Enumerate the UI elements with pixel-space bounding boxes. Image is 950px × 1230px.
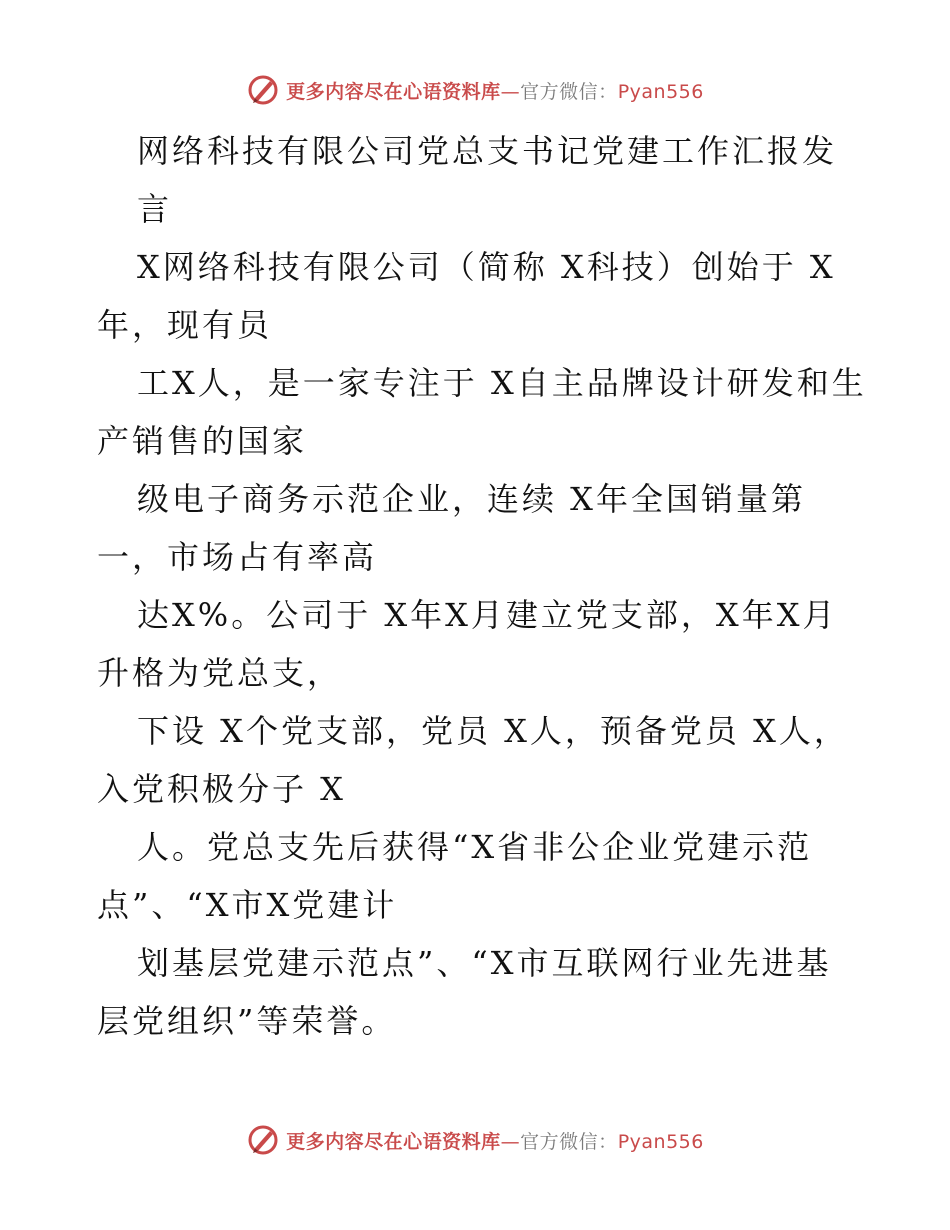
document-title-line-2: 言 xyxy=(137,190,173,228)
paragraph-line: 升格为党总支， xyxy=(97,654,343,692)
paragraph-line: 划基层党建示范点”、“X市互联网行业先进基 xyxy=(137,944,832,982)
paragraph-line: 工X人，是一家专注于 X自主品牌设计研发和生 xyxy=(137,364,867,402)
watermark-brand: 更多内容尽在心语资料库 xyxy=(286,1130,501,1153)
paragraph-line: X网络科技有限公司（简称 X科技）创始于 X xyxy=(137,248,836,286)
watermark-text xyxy=(286,77,704,104)
document-body xyxy=(97,122,867,1050)
paragraph-line: 人。党总支先后获得“X省非公企业党建示范 xyxy=(137,828,813,866)
pen-logo-icon xyxy=(246,1123,280,1157)
watermark-dash: — xyxy=(500,80,521,103)
paragraph-line: 下设 X个党支部，党员 X人，预备党员 X人， xyxy=(137,712,849,750)
watermark-dash: — xyxy=(500,1130,521,1153)
watermark-wechat-id: Pyan556 xyxy=(617,1130,704,1153)
paragraph-line: 入党积极分子 X xyxy=(97,770,346,808)
watermark-brand: 更多内容尽在心语资料库 xyxy=(286,80,501,103)
paragraph-line: 点”、“X市X党建计 xyxy=(97,886,398,924)
paragraph-line: 产销售的国家 xyxy=(97,422,308,460)
watermark-label: 官方微信： xyxy=(520,1130,618,1153)
document-title-line-1: 网络科技有限公司党总支书记党建工作汇报发 xyxy=(137,132,838,170)
watermark-label: 官方微信： xyxy=(520,80,618,103)
paragraph-line: 级电子商务示范企业，连续 X年全国销量第 xyxy=(137,480,806,518)
paragraph-line: 一，市场占有率高 xyxy=(97,538,378,576)
paragraph-line: 层党组织”等荣誉。 xyxy=(97,1002,397,1040)
watermark-text xyxy=(286,1127,704,1154)
pen-logo-icon xyxy=(246,73,280,107)
paragraph-line: 年，现有员 xyxy=(97,306,273,344)
watermark-wechat-id: Pyan556 xyxy=(617,80,704,103)
header-watermark xyxy=(0,70,950,110)
footer-watermark xyxy=(0,1120,950,1160)
paragraph-line: 达X%。公司于 X年X月建立党支部，X年X月 xyxy=(137,596,838,634)
